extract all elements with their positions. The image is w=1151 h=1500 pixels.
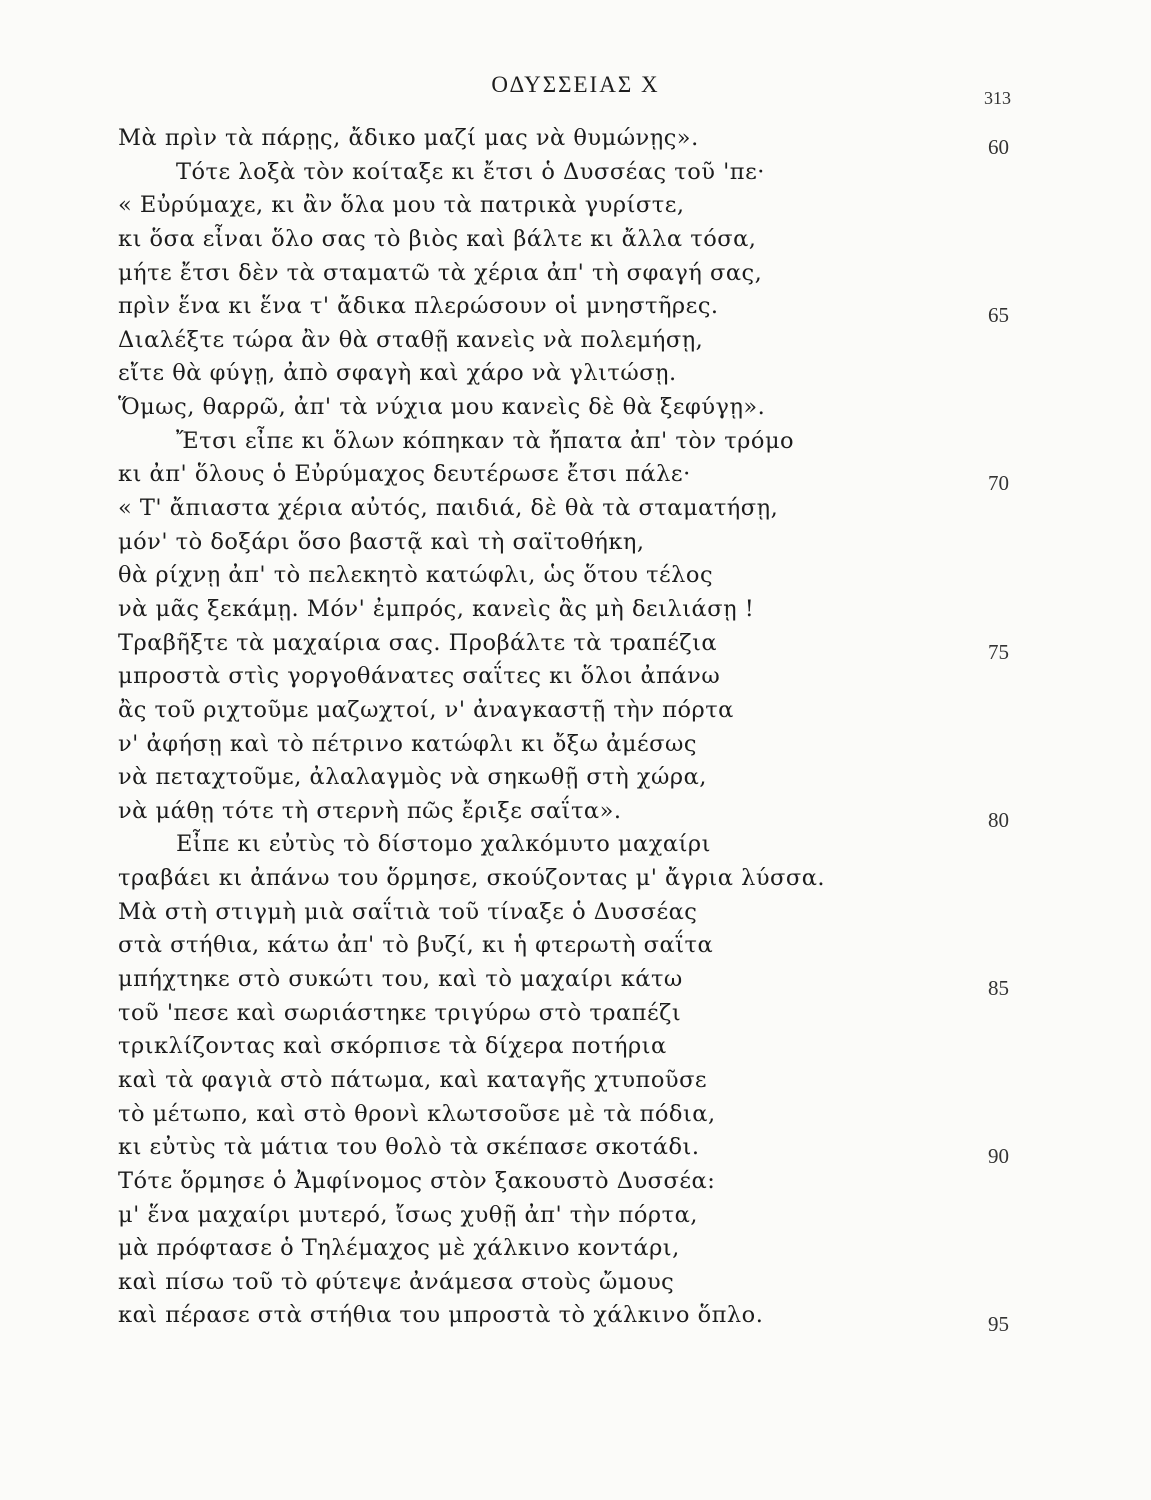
verse-line — [0, 357, 1151, 391]
verse-text: κι ἀπ' ὅλους ὁ Εὐρύμαχος δευτέρωσε ἔτσι πάλε· — [118, 461, 691, 488]
verse-line — [0, 391, 1151, 425]
verse-text: Τότε ὅρμησε ὁ Ἀμφίνομος στὸν ξακουστὸ Δυσσέα: — [118, 1167, 716, 1194]
verse-line — [0, 526, 1151, 560]
verse-line — [0, 593, 1151, 627]
line-number: 80 — [988, 807, 1009, 832]
verse-line — [0, 189, 1151, 223]
verse-text: εἴτε θὰ φύγῃ, ἀπὸ σφαγὴ καὶ χάρο νὰ γλιτώσῃ. — [118, 360, 677, 387]
verse-line — [0, 627, 1151, 664]
verse-text: τραβάει κι ἀπάνω του ὅρμησε, σκούζοντας μ' ἄγρια λύσσα. — [118, 865, 826, 892]
verse-line — [0, 896, 1151, 930]
verse-line — [0, 492, 1151, 526]
verse-line — [0, 1131, 1151, 1169]
verse-text: Μὰ στὴ στιγμὴ μιὰ σαΐτιὰ τοῦ τίναξε ὁ Δυσσέας — [118, 898, 698, 925]
verse-block — [0, 122, 1151, 1337]
verse-text: μπροστὰ στὶς γοργοθάνατες σαΐτες κι ὅλοι ἀπάνω — [118, 663, 721, 690]
verse-line — [0, 1299, 1151, 1337]
verse-text: τοῦ 'πεσε καὶ σωριάστηκε τριγύρω στὸ τραπέζι — [118, 999, 682, 1026]
line-number: 90 — [988, 1144, 1009, 1169]
verse-text: νὰ πεταχτοῦμε, ἀλαλαγμὸς νὰ σηκωθῇ στὴ χώρα, — [118, 764, 707, 791]
verse-line — [0, 795, 1151, 832]
verse-line — [0, 1030, 1151, 1064]
verse-text: μήτε ἔτσι δὲν τὰ σταματῶ τὰ χέρια ἀπ' τὴ σφαγή σας, — [118, 259, 763, 286]
verse-line — [0, 660, 1151, 694]
line-number: 75 — [988, 639, 1009, 664]
verse-line — [0, 257, 1151, 291]
verse-line — [0, 1199, 1151, 1233]
verse-text: νὰ μᾶς ξεκάμῃ. Μόν' ἐμπρός, κανεὶς ἂς μὴ δειλιάσῃ ! — [118, 595, 755, 622]
verse-text: καὶ πίσω τοῦ τὸ φύτεψε ἀνάμεσα στοὺς ὤμους — [118, 1268, 675, 1295]
verse-line — [0, 559, 1151, 593]
verse-text: ἂς τοῦ ριχτοῦμε μαζωχτοί, ν' ἀναγκαστῇ τὴν πόρτα — [118, 696, 734, 723]
line-number: 60 — [988, 135, 1009, 159]
verse-text: Μὰ πρὶν τὰ πάρῃς, ἄδικο μαζί μας νὰ θυμώνῃς». — [118, 125, 699, 151]
verse-text: θὰ ρίχνῃ ἀπ' τὸ πελεκητὸ κατώφλι, ὡς ὅτου τέλος — [118, 562, 714, 589]
verse-line — [0, 828, 1151, 862]
line-number: 85 — [988, 976, 1009, 1001]
verse-text: κι ὅσα εἶναι ὅλο σας τὸ βιὸς καὶ βάλτε κι ἄλλα τόσα, — [118, 225, 757, 252]
line-number: 65 — [988, 303, 1009, 328]
verse-line — [0, 1165, 1151, 1199]
verse-text: πρὶν ἕνα κι ἕνα τ' ἄδικα πλερώσουν οἱ μνηστῆρες. — [118, 293, 719, 320]
verse-line — [0, 694, 1151, 728]
verse-text: καὶ τὰ φαγιὰ στὸ πάτωμα, καὶ καταγῆς χτυποῦσε — [118, 1066, 708, 1093]
verse-line — [0, 1266, 1151, 1300]
verse-text: « Εὐρύμαχε, κι ἂν ὅλα μου τὰ πατρικὰ γυρίστε, — [118, 192, 685, 219]
verse-text: Τότε λοξὰ τὸν κοίταξε κι ἔτσι ὁ Δυσσέας τοῦ 'πε· — [176, 158, 765, 185]
verse-text: μόν' τὸ δοξάρι ὅσο βαστᾷ καὶ τὴ σαϊτοθήκη, — [118, 528, 645, 555]
verse-line — [0, 1064, 1151, 1098]
verse-text: καὶ πέρασε στὰ στήθια του μπροστὰ τὸ χάλκινο ὅπλο. — [118, 1302, 764, 1329]
verse-text: νὰ μάθῃ τότε τὴ στερνὴ πῶς ἔριξε σαΐτα». — [118, 797, 622, 824]
page-number: 313 — [984, 88, 1011, 108]
verse-line — [0, 458, 1151, 496]
verse-text: μὰ πρόφτασε ὁ Τηλέμαχος μὲ χάλκινο κοντάρι, — [118, 1235, 680, 1262]
verse-line — [0, 290, 1151, 328]
verse-text: μ' ἕνα μαχαίρι μυτερό, ἴσως χυθῇ ἀπ' τὴν πόρτα, — [118, 1201, 698, 1228]
verse-text: τρικλίζοντας καὶ σκόρπισε τὰ δίχερα ποτήρια — [118, 1033, 667, 1060]
verse-text: Εἶπε κι εὐτὺς τὸ δίστομο χαλκόμυτο μαχαίρι — [176, 831, 711, 858]
verse-text: κι εὐτὺς τὰ μάτια του θολὸ τὰ σκέπασε σκοτάδι. — [118, 1134, 700, 1161]
verse-line — [0, 1232, 1151, 1266]
verse-line — [0, 997, 1151, 1031]
verse-line — [0, 929, 1151, 963]
verse-line — [0, 728, 1151, 762]
line-number: 70 — [988, 471, 1009, 496]
verse-text: Ἔτσι εἶπε κι ὅλων κόπηκαν τὰ ἤπατα ἀπ' τὸν τρόμο — [176, 427, 795, 454]
verse-text: μπήχτηκε στὸ συκώτι του, καὶ τὸ μαχαίρι κάτω — [118, 966, 683, 993]
verse-line — [0, 425, 1151, 459]
verse-line — [0, 963, 1151, 1001]
verse-line — [0, 122, 1151, 159]
line-number: 95 — [988, 1312, 1009, 1337]
verse-text: Τραβῆξτε τὰ μαχαίρια σας. Προβάλτε τὰ τραπέζια — [118, 629, 718, 656]
verse-text: Ὅμως, θαρρῶ, ἀπ' τὰ νύχια μου κανεὶς δὲ θὰ ξεφύγῃ». — [118, 394, 766, 421]
verse-text: « Τ' ἄπιαστα χέρια αὐτός, παιδιά, δὲ θὰ τὰ σταματήσῃ, — [118, 495, 779, 522]
verse-text: τὸ μέτωπο, καὶ στὸ θρονὶ κλωτσοῦσε μὲ τὰ πόδια, — [118, 1100, 716, 1127]
verse-line — [0, 1098, 1151, 1132]
verse-line — [0, 862, 1151, 896]
verse-line — [0, 324, 1151, 358]
verse-line — [0, 223, 1151, 257]
running-head-title: ΟΔΥΣΣΕΙΑΣ Χ — [491, 72, 660, 97]
verse-line — [0, 156, 1151, 190]
verse-text: Διαλέξτε τώρα ἂν θὰ σταθῇ κανεὶς νὰ πολεμήσῃ, — [118, 326, 704, 353]
verse-text: στὰ στήθια, κάτω ἀπ' τὸ βυζί, κι ἡ φτερωτὴ σαΐτα — [118, 932, 714, 959]
verse-text: ν' ἀφήσῃ καὶ τὸ πέτρινο κατώφλι κι ὄξω ἀμέσως — [118, 730, 697, 757]
verse-line — [0, 761, 1151, 795]
